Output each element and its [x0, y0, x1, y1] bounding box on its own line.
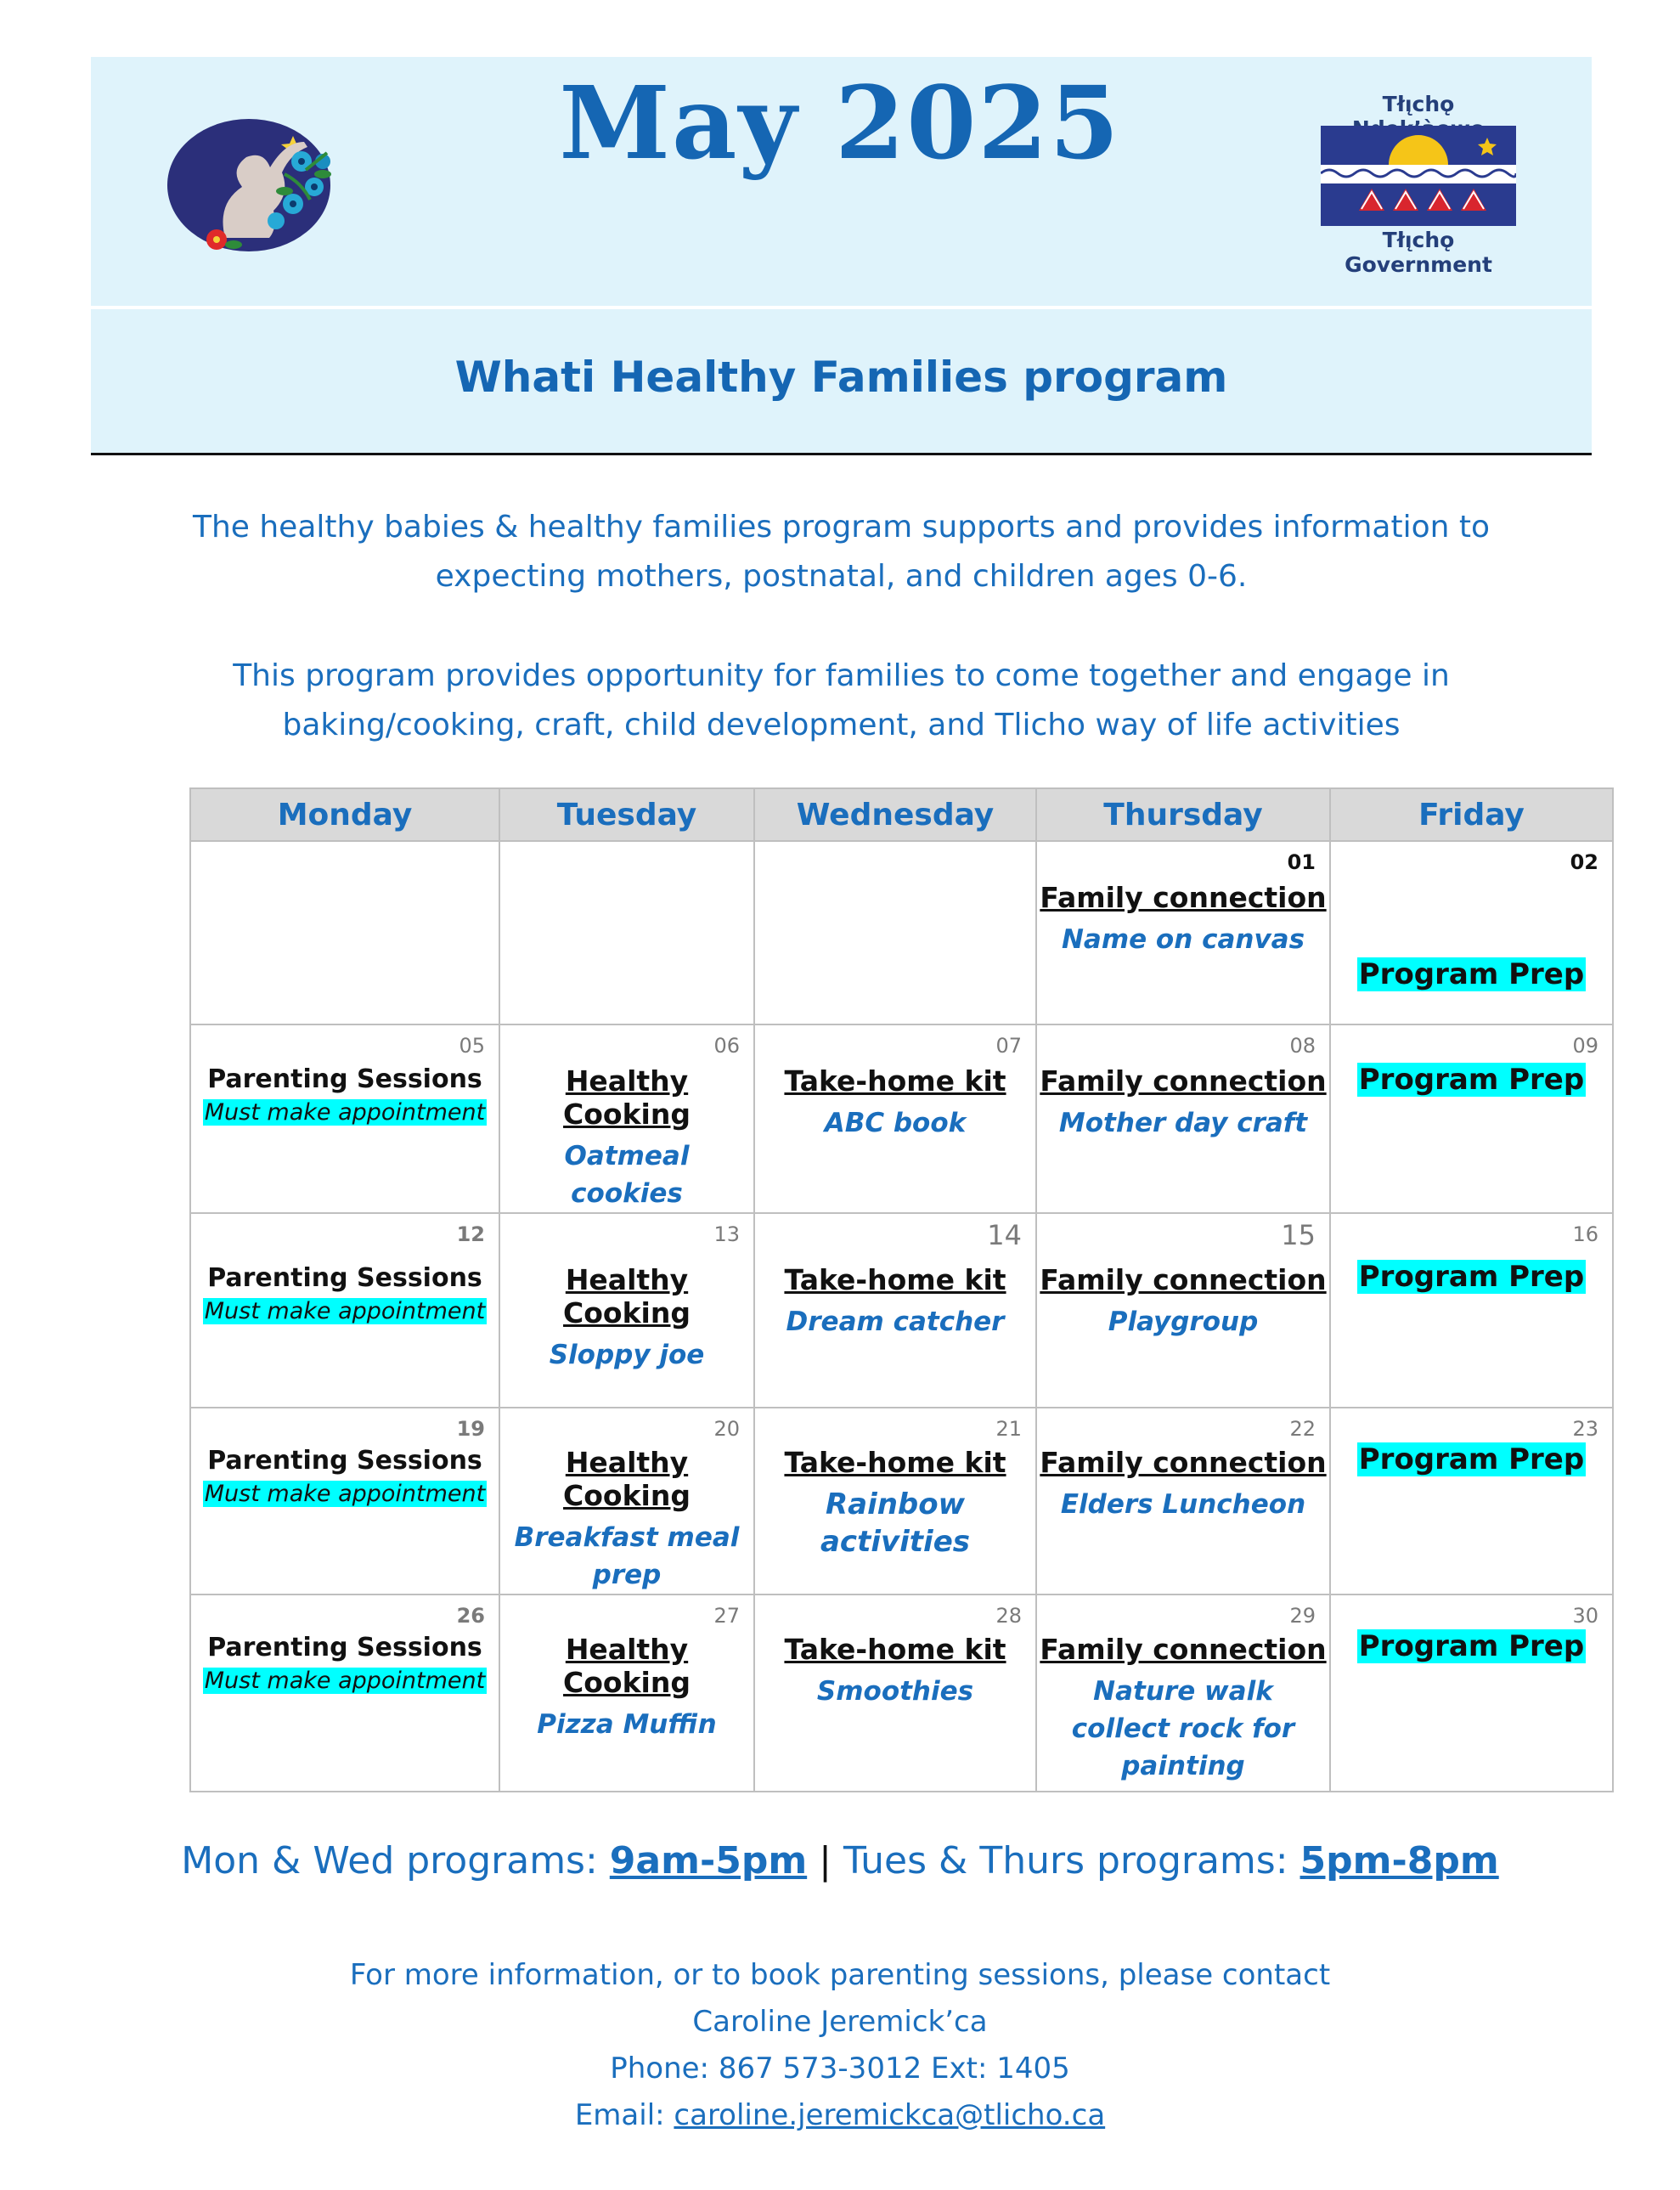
- event-title: Take-home kit: [784, 1064, 1006, 1098]
- calendar-cell: [190, 1595, 499, 1792]
- event-activity: Smoothies: [816, 1676, 974, 1707]
- calendar-cell: [754, 1024, 1036, 1213]
- event-activity: Nature walk collect rock for painting: [1071, 1676, 1295, 1781]
- mon-wed-time: 9am-5pm: [609, 1839, 808, 1882]
- event-activity: Rainbow activities: [820, 1487, 971, 1559]
- day-number: 21: [995, 1417, 1022, 1441]
- event-activity: ABC book: [824, 1108, 967, 1138]
- calendar-cell: [1036, 1024, 1330, 1213]
- event-activity: Mother day craft: [1058, 1108, 1308, 1138]
- day-number: 05: [459, 1034, 485, 1058]
- contact-name: Caroline Jeremick’ca: [692, 2005, 988, 2039]
- intro-p1-line-1: The healthy babies & healthy families program supports and provides information to: [192, 510, 1491, 545]
- event-title: Family connection: [1040, 1633, 1327, 1666]
- day-number: 01: [1287, 850, 1316, 874]
- day-header-thursday: Thursday: [1036, 788, 1330, 841]
- email-label: Email:: [574, 2098, 674, 2132]
- event-title: Take-home kit: [784, 1446, 1006, 1479]
- calendar-cell: [190, 1024, 499, 1213]
- appointment-note: Must make appointment: [204, 1481, 486, 1507]
- day-number: 30: [1572, 1604, 1598, 1628]
- event-title: Take-home kit: [784, 1633, 1006, 1666]
- email-link[interactable]: caroline.jeremickca@tlicho.ca: [674, 2098, 1106, 2132]
- calendar-header-row: [190, 788, 1613, 841]
- day-number: 28: [995, 1604, 1022, 1628]
- event-title: Family connection: [1040, 881, 1327, 914]
- intro-p1-line-2: expecting mothers, postnatal, and children ages 0-6.: [435, 559, 1248, 594]
- day-number: 07: [995, 1034, 1022, 1058]
- calendar-cell: [1330, 1024, 1613, 1213]
- event-activity: Name on canvas: [1061, 924, 1305, 955]
- event-title-program-prep: Program Prep: [1358, 1260, 1585, 1294]
- calendar-cell: [1330, 1408, 1613, 1595]
- day-number: 12: [456, 1222, 485, 1246]
- event-activity: Pizza Muffin: [537, 1709, 717, 1740]
- event-title-program-prep: Program Prep: [1358, 957, 1585, 991]
- contact-phone: Phone: 867 573-3012 Ext: 1405: [610, 2052, 1070, 2086]
- event-title: Healthy Cooking: [563, 1446, 691, 1512]
- calendar-week-row: [190, 841, 1613, 1024]
- calendar-cell: [754, 1408, 1036, 1595]
- program-subtitle: Whati Healthy Families program: [454, 353, 1228, 402]
- day-number: 20: [713, 1417, 740, 1441]
- calendar-cell: [1036, 1213, 1330, 1408]
- event-activity: Elders Luncheon: [1060, 1489, 1306, 1520]
- day-header-friday: Friday: [1330, 788, 1613, 841]
- page-title: May 2025: [559, 64, 1121, 182]
- event-title: Parenting Sessions: [207, 1633, 482, 1662]
- banner-divider: [91, 306, 1592, 309]
- day-number: 22: [1289, 1417, 1316, 1441]
- calendar-week-row: [190, 1408, 1613, 1595]
- calendar-cell: [499, 1213, 754, 1408]
- day-number: 13: [713, 1222, 740, 1246]
- calendar-cell: [1330, 1595, 1613, 1792]
- event-title: Take-home kit: [784, 1263, 1006, 1296]
- event-title: Parenting Sessions: [207, 1263, 482, 1293]
- event-title: Parenting Sessions: [207, 1064, 482, 1094]
- contact-email-line: [0, 2092, 1680, 2139]
- calendar-cell: [1330, 1213, 1613, 1408]
- tue-thu-label: Tues & Thurs programs:: [843, 1839, 1300, 1882]
- event-title: Family connection: [1040, 1446, 1327, 1479]
- contact-intro: For more information, or to book parenting sessions, please contact: [349, 1958, 1331, 1992]
- intro-paragraph-2: [91, 652, 1592, 750]
- calendar-cell-empty: [754, 841, 1036, 1024]
- tlicho-flag-icon: [1321, 126, 1516, 226]
- intro-paragraph-1: [91, 503, 1592, 601]
- day-header-monday: Monday: [190, 788, 499, 841]
- appointment-note: Must make appointment: [204, 1668, 486, 1694]
- event-activity: Playgroup: [1108, 1307, 1259, 1337]
- day-number: 06: [713, 1034, 740, 1058]
- event-activity: Dream catcher: [786, 1307, 1005, 1337]
- calendar-cell: [1036, 1595, 1330, 1792]
- day-number: 14: [987, 1219, 1022, 1251]
- event-title: Family connection: [1040, 1263, 1327, 1296]
- event-activity: Sloppy joe: [549, 1340, 705, 1370]
- calendar-week-row: [190, 1213, 1613, 1408]
- logo-bottom-text: Tłı̨chǫ Government: [1345, 228, 1492, 277]
- calendar-cell: [499, 1408, 754, 1595]
- calendar-week-row: [190, 1024, 1613, 1213]
- day-header-tuesday: Tuesday: [499, 788, 754, 841]
- calendar-cell: [1330, 841, 1613, 1024]
- tlicho-government-logo: [1316, 92, 1520, 277]
- day-number: 19: [456, 1417, 485, 1441]
- day-number: 26: [456, 1604, 485, 1628]
- calendar-cell: [754, 1595, 1036, 1792]
- event-activity: Oatmeal cookies: [564, 1141, 690, 1209]
- calendar-cell: [190, 1213, 499, 1408]
- calendar-cell: [754, 1213, 1036, 1408]
- day-number: 08: [1289, 1034, 1316, 1058]
- day-number: 16: [1572, 1222, 1598, 1246]
- event-title-program-prep: Program Prep: [1358, 1442, 1585, 1476]
- event-title: Healthy Cooking: [563, 1633, 691, 1699]
- event-title-program-prep: Program Prep: [1358, 1629, 1585, 1663]
- calendar-table: [189, 787, 1614, 1792]
- day-number: 02: [1570, 850, 1598, 874]
- program-hours: [0, 1839, 1680, 1882]
- day-number: 23: [1572, 1417, 1598, 1441]
- event-activity: Breakfast meal prep: [514, 1522, 740, 1590]
- calendar-cell: [499, 1595, 754, 1792]
- day-number: 29: [1289, 1604, 1316, 1628]
- intro-p2-line-2: baking/cooking, craft, child development, and Tlicho way of life activities: [282, 708, 1401, 742]
- day-number: 15: [1281, 1219, 1316, 1251]
- day-header-wednesday: Wednesday: [754, 788, 1036, 841]
- calendar-cell: [190, 1408, 499, 1595]
- hours-separator: |: [807, 1839, 843, 1882]
- calendar-cell-empty: [499, 841, 754, 1024]
- day-number: 09: [1572, 1034, 1598, 1058]
- event-title: Healthy Cooking: [563, 1064, 691, 1131]
- day-number: 27: [713, 1604, 740, 1628]
- calendar-week-row: [190, 1595, 1613, 1792]
- appointment-note: Must make appointment: [204, 1298, 486, 1324]
- event-title: Healthy Cooking: [563, 1263, 691, 1329]
- event-title: Parenting Sessions: [207, 1446, 482, 1476]
- event-title-program-prep: Program Prep: [1358, 1063, 1585, 1097]
- intro-p2-line-1: This program provides opportunity for families to come together and engage in: [233, 658, 1450, 693]
- calendar-cell: [499, 1024, 754, 1213]
- contact-info: [0, 1952, 1680, 2139]
- tue-thu-time: 5pm-8pm: [1299, 1839, 1499, 1882]
- calendar-cell: [1036, 841, 1330, 1024]
- event-title: Family connection: [1040, 1064, 1327, 1098]
- logo-top-text: Tłı̨chǫ: [1382, 92, 1455, 116]
- banner-bottom-rule: [91, 453, 1592, 455]
- mon-wed-label: Mon & Wed programs:: [181, 1839, 610, 1882]
- appointment-note: Must make appointment: [204, 1099, 486, 1126]
- calendar-cell-empty: [190, 841, 499, 1024]
- calendar-cell: [1036, 1408, 1330, 1595]
